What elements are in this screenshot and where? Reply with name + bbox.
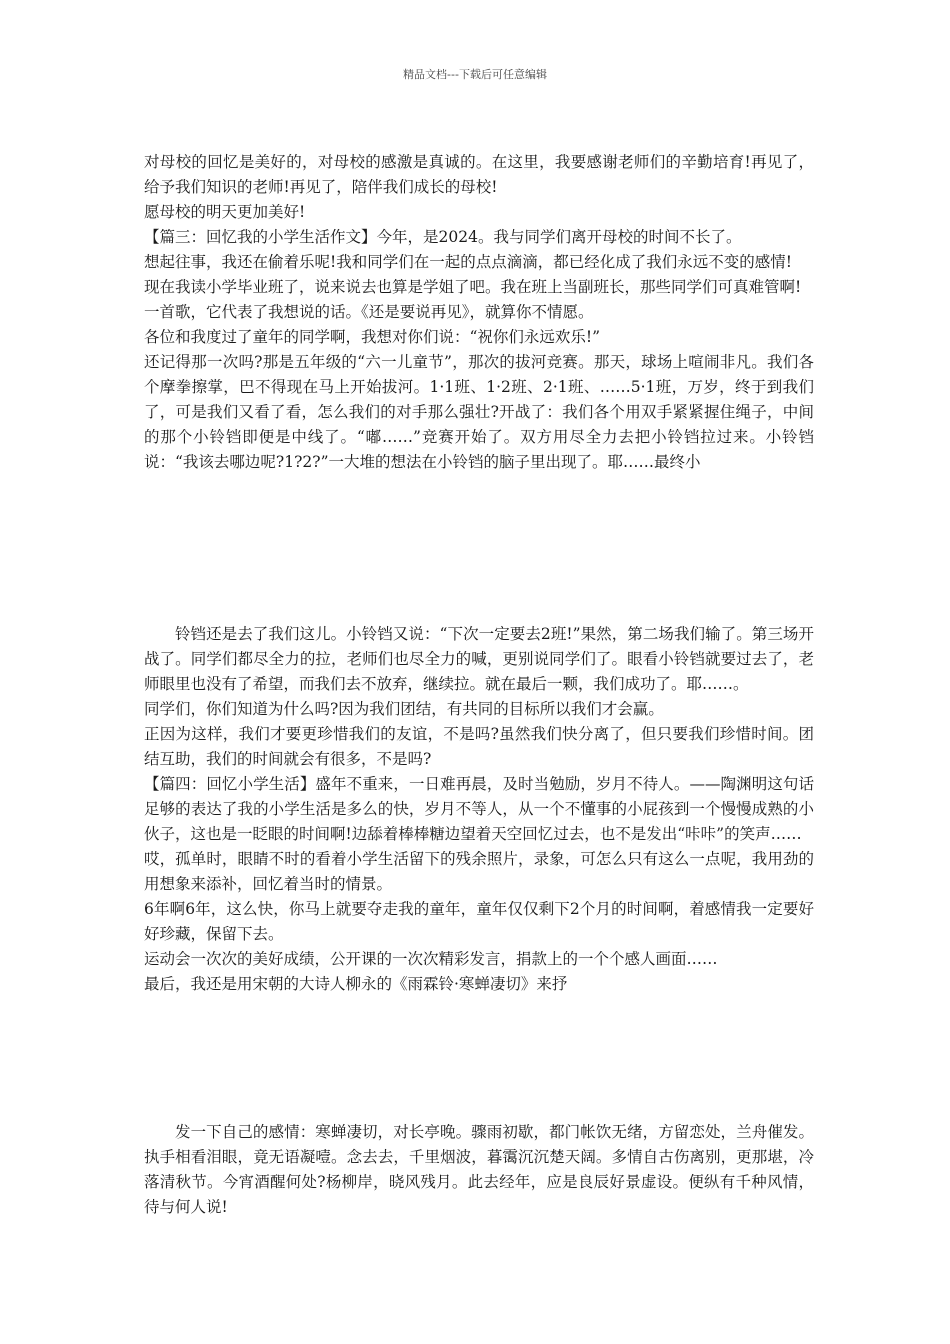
paragraph: 想起往事，我还在偷着乐呢!我和同学们在一起的点点滴滴，都已经化成了我们永远不变的感情! xyxy=(144,253,792,271)
text-section-1 xyxy=(144,150,814,475)
paragraph: 6年啊6年，这么快，你马上就要夺走我的童年，童年仅仅剩下2个月的时间啊，着感情我一定要好好珍藏，保留下去。 xyxy=(144,900,814,943)
paragraph: 铃铛还是去了我们这儿。小铃铛又说：“下次一定要去2班!”果然，第二场我们输了。第三场开战了。同学们都尽全力的拉，老师们也尽全力的喊，更别说同学们了。眼看小铃铛就要过去了，老师眼里也没有了希望，而我们去不放弃，继续拉。就在最后一颗，我们成功了。耶……。 xyxy=(144,625,814,693)
text-section-3 xyxy=(144,1120,814,1220)
paragraph: 对母校的回忆是美好的，对母校的感激是真诚的。在这里，我要感谢老师们的辛勤培育!再见了，给予我们知识的老师!再见了，陪伴我们成长的母校! xyxy=(144,153,814,196)
paragraph: 愿母校的明天更加美好! xyxy=(144,203,306,221)
page-header: 精品文档---下载后可任意编辑 xyxy=(403,68,547,81)
paragraph: 运动会一次次的美好成绩，公开课的一次次精彩发言，捐款上的一个个感人画面…… xyxy=(144,950,718,968)
paragraph: 还记得那一次吗?那是五年级的“六一儿童节”，那次的拔河竞赛。那天，球场上喧闹非凡。我们各个摩拳擦掌，巴不得现在马上开始拔河。1·1班、1·2班、2·1班、……5·1班，万岁，终于到我们了，可是我们又看了看，怎么我们的对手那么强壮?开战了：我们各个用双手紧紧握住绳子，中间的那个小铃铛即便是中线了。“嘟……”竞赛开始了。双方用尽全力去把小铃铛拉过来。小铃铛说：“我该去哪边呢?1?2?”一大堆的想法在小铃铛的脑子里出现了。耶……最终小 xyxy=(144,353,814,471)
paragraph: 现在我读小学毕业班了，说来说去也算是学姐了吧。我在班上当副班长，那些同学们可真难管啊! xyxy=(144,278,802,296)
paragraph: 各位和我度过了童年的同学啊，我想对你们说：“祝你们永远欢乐!” xyxy=(144,328,601,346)
paragraph: 发一下自己的感情：寒蝉凄切，对长亭晚。骤雨初歇，都门帐饮无绪，方留恋处，兰舟催发。执手相看泪眼，竟无语凝噎。念去去，千里烟波，暮霭沉沉楚天阔。多情自古伤离别，更那堪，冷落清秋节。今宵酒醒何处?杨柳岸，晓风残月。此去经年，应是良辰好景虚设。便纵有千种风情，待与何人说! xyxy=(144,1123,814,1216)
paragraph: 一首歌，它代表了我想说的话。《还是要说再见》，就算你不情愿。 xyxy=(144,303,594,321)
paragraph: 最后，我还是用宋朝的大诗人柳永的《雨霖铃·寒蝉凄切》来抒 xyxy=(144,975,568,993)
paragraph: 【篇三：回忆我的小学生活作文】今年，是2024。我与同学们离开母校的时间不长了。 xyxy=(144,228,742,246)
text-section-2 xyxy=(144,622,814,997)
paragraph: 【篇四：回忆小学生活】盛年不重来，一日难再晨，及时当勉励，岁月不待人。——陶渊明这句话足够的表达了我的小学生活是多么的快，岁月不等人，从一个不懂事的小屁孩到一个慢慢成熟的小伙子，这也是一眨眼的时间啊!边舔着棒棒糖边望着天空回忆过去，也不是发出“咔咔”的笑声…… xyxy=(144,775,814,843)
paragraph: 同学们，你们知道为什么吗?因为我们团结，有共同的目标所以我们才会赢。 xyxy=(144,700,664,718)
paragraph: 正因为这样，我们才要更珍惜我们的友谊，不是吗?虽然我们快分离了，但只要我们珍惜时间。团结互助，我们的时间就会有很多，不是吗? xyxy=(144,725,814,768)
paragraph: 哎，孤单时，眼睛不时的看着小学生活留下的残余照片，录象，可怎么只有这么一点呢，我用劲的用想象来添补，回忆着当时的情景。 xyxy=(144,850,814,893)
